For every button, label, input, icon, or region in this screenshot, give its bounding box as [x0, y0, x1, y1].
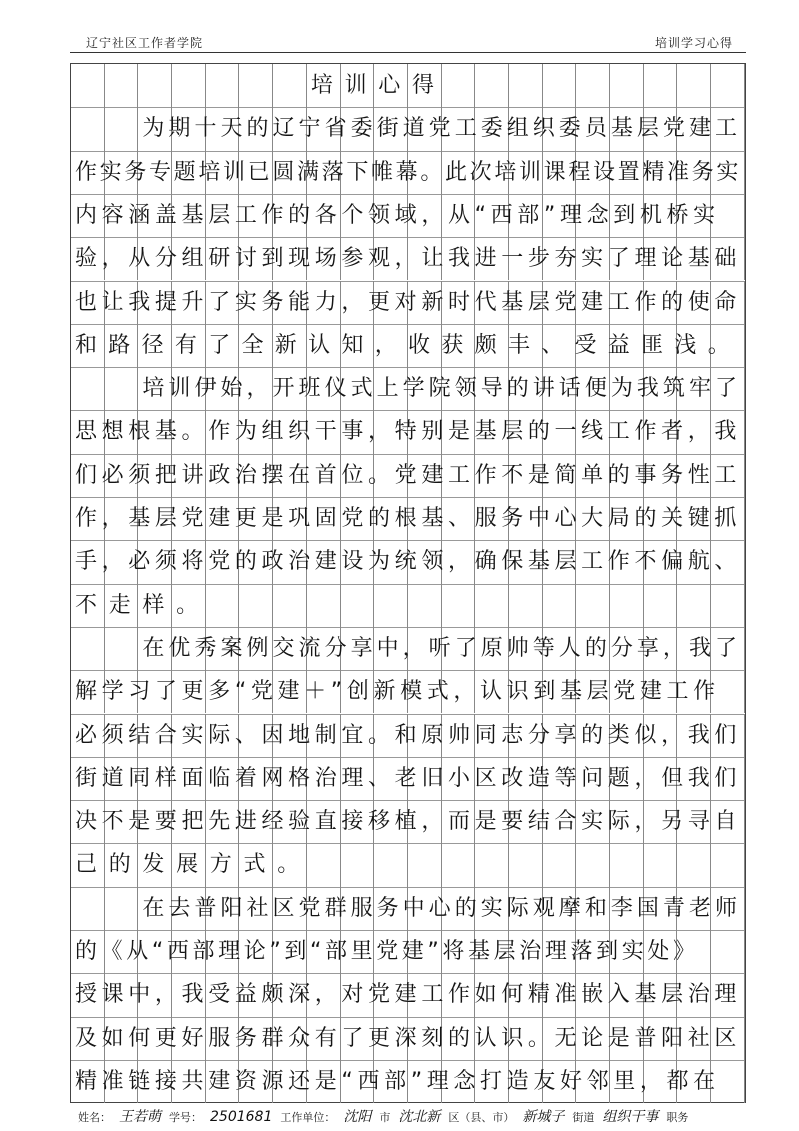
grid-cell — [374, 843, 408, 886]
grid-row — [71, 800, 745, 843]
name-value: 王若萌 — [119, 1109, 161, 1125]
footer-info — [78, 1106, 688, 1126]
grid-cell — [105, 627, 139, 670]
grid-cell — [172, 64, 206, 107]
grid-cell — [206, 584, 240, 627]
row-text: 手，必须将党的政治建设为统领，确保基层工作不偏航、 — [75, 549, 742, 575]
position-suffix: 职务 — [666, 1111, 689, 1124]
unit-label: 工作单位： — [280, 1111, 336, 1124]
grid-row — [71, 107, 745, 150]
grid-cell — [711, 64, 745, 107]
grid-row — [71, 843, 745, 886]
row-text: 精准链接共建资源还是“西部”理念打造友好邻里，都在 — [75, 1068, 720, 1094]
row-text: 必须结合实际、因地制宜。和原帅同志分享的类似，我们 — [75, 722, 742, 748]
street-value: 新城子 — [522, 1109, 565, 1125]
grid-cell — [475, 584, 509, 627]
grid-cell — [509, 64, 543, 107]
row-text: 思想根基。作为组织干事，特别是基层的一线工作者，我 — [75, 419, 742, 445]
grid-cell — [71, 627, 105, 670]
manuscript-grid — [70, 63, 746, 1103]
grid-cell — [442, 843, 476, 886]
grid-cell — [677, 584, 711, 627]
row-text: 不走样。 — [75, 592, 210, 618]
grid-cell — [341, 843, 375, 886]
row-text: 的《从“西部理论”到“部里党建”将基层治理落到实处》 — [75, 939, 699, 964]
name-label: 姓名： — [78, 1111, 111, 1124]
grid-cell — [509, 584, 543, 627]
header-rule — [70, 52, 746, 53]
grid-cell — [138, 64, 172, 107]
grid-row — [71, 584, 745, 627]
grid-cell — [206, 64, 240, 107]
district-value: 沈北新 — [398, 1109, 441, 1125]
header-school-name: 辽宁社区工作者学院 — [86, 36, 204, 50]
grid-row — [71, 454, 745, 497]
city-suffix: 市 — [379, 1111, 391, 1124]
grid-row — [71, 237, 745, 280]
grid-row — [71, 670, 745, 713]
grid-cell — [543, 584, 577, 627]
grid-cell — [408, 584, 442, 627]
grid-cell — [341, 584, 375, 627]
grid-row — [71, 281, 745, 324]
grid-row — [71, 930, 745, 973]
grid-cell — [239, 64, 273, 107]
row-text: 解学习了更多“党建＋”创新模式，认识到基层党建工作 — [75, 679, 720, 705]
row-text: 培训伊始，开班仪式上学院领导的讲话便为我筑牢了 — [142, 376, 741, 402]
grid-cell — [610, 64, 644, 107]
row-text: 验，从分组研讨到现场参观，让我进一步夯实了理论基础 — [75, 246, 742, 272]
grid-row — [71, 324, 745, 367]
grid-cell — [273, 64, 307, 107]
id-label: 学号： — [169, 1111, 202, 1124]
row-text: 决不是要把先进经验直接移植，而是要结合实际，另寻自 — [75, 809, 742, 835]
row-text: 授课中，我受益颇深，对党建工作如何精准嵌入基层治理 — [75, 982, 742, 1008]
grid-cell — [71, 107, 105, 150]
grid-cell — [475, 64, 509, 107]
grid-row — [71, 627, 745, 670]
grid-row — [71, 887, 745, 930]
grid-cell — [711, 843, 745, 886]
grid-row — [71, 1060, 745, 1103]
grid-cell — [711, 584, 745, 627]
grid-cell — [105, 887, 139, 930]
row-text: 内容涵盖基层工作的各个领域，从“西部”理念到机桥实 — [75, 202, 720, 228]
grid-cell — [475, 843, 509, 886]
city-value: 沈阳 — [343, 1109, 372, 1125]
grid-cell — [644, 843, 678, 886]
row-text: 街道同样面临着网格治理、老旧小区改造等问题，但我们 — [75, 765, 742, 791]
grid-cell — [677, 64, 711, 107]
row-text: 也让我提升了实务能力，更对新时代基层党建工作的使命 — [75, 289, 742, 315]
grid-cell — [239, 584, 273, 627]
grid-cell — [610, 843, 644, 886]
grid-row — [71, 973, 745, 1016]
grid-cell — [610, 584, 644, 627]
row-text: 作，基层党建更是巩固党的根基、服务中心大局的关键抓 — [75, 506, 742, 531]
grid-cell — [644, 584, 678, 627]
grid-row — [71, 757, 745, 800]
row-text: 作实务专题培训已圆满落下帷幕。此次培训课程设置精准务实 — [75, 159, 742, 185]
grid-cell — [576, 584, 610, 627]
grid-cell — [677, 843, 711, 886]
grid-cell — [71, 367, 105, 410]
row-text: 在优秀案例交流分享中，听了原帅等人的分享，我了 — [142, 635, 741, 661]
grid-cell — [509, 843, 543, 886]
row-text: 在去普阳社区党群服务中心的实际观摩和李国青老师 — [142, 895, 741, 921]
grid-cell — [273, 584, 307, 627]
id-value: 2501681 — [210, 1109, 273, 1125]
grid-row — [71, 410, 745, 453]
grid-cell — [442, 64, 476, 107]
grid-cell — [576, 64, 610, 107]
row-text: 及如何更好服务群众有了更深刻的认识。无论是普阳社区 — [75, 1025, 742, 1051]
district-suffix: 区（县、市） — [448, 1111, 515, 1124]
grid-cell — [71, 887, 105, 930]
street-suffix: 街道 — [572, 1111, 595, 1124]
grid-cell — [408, 843, 442, 886]
row-text: 为期十天的辽宁省委街道党工委组织委员基层党建工 — [142, 116, 741, 142]
header-doc-title: 培训学习心得 — [654, 36, 733, 50]
grid-row — [71, 540, 745, 583]
position-value: 组织干事 — [602, 1109, 659, 1125]
row-text: 培训心得 — [310, 73, 446, 98]
grid-cell — [105, 64, 139, 107]
grid-row — [71, 64, 745, 107]
grid-cell — [543, 843, 577, 886]
grid-row — [71, 367, 745, 410]
grid-cell — [576, 843, 610, 886]
row-text: 们必须把讲政治摆在首位。党建工作不是简单的事务性工 — [75, 462, 742, 488]
row-text: 和路径有了全新认知，收获颇丰、受益匪浅。 — [75, 332, 742, 358]
grid-cell — [307, 843, 341, 886]
grid-cell — [307, 584, 341, 627]
grid-cell — [711, 930, 745, 973]
grid-cell — [374, 584, 408, 627]
grid-row — [71, 1017, 745, 1060]
row-text: 己的发展方式。 — [75, 852, 311, 878]
grid-cell — [71, 64, 105, 107]
grid-cell — [442, 584, 476, 627]
grid-cell — [644, 64, 678, 107]
grid-row — [71, 151, 745, 194]
grid-cell — [543, 64, 577, 107]
grid-row — [71, 194, 745, 237]
grid-row — [71, 714, 745, 757]
grid-cell — [105, 367, 139, 410]
grid-row — [71, 497, 745, 540]
grid-cell — [105, 107, 139, 150]
